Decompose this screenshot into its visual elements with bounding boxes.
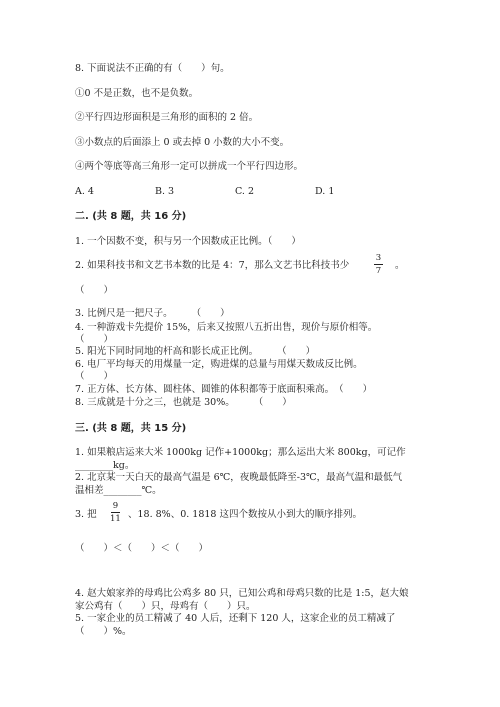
q8-option-d: D. 1 [315,186,335,197]
s3-q2-line2: 温相差________℃。 [75,485,162,496]
q8-stem: 8. 下面说法不正确的有（ ）句。 [75,63,230,74]
s3-q3-fraction-numerator: 9 [112,501,119,511]
q8-statement-4: ④两个等底等高三角形一定可以拼成一个平行四边形。 [75,161,304,172]
s3-q3-fraction [110,501,121,524]
s3-q5-line2: （ ）%。 [75,626,132,637]
q8-option-a: A. 4 [75,186,94,197]
q8-statement-3: ③小数点的后面添上 0 或去掉 0 小数的大小不变。 [75,137,290,148]
s2-q2-text: 2. 如果科技书和文艺书本数的比是 4：7，那么文艺书比科技书少 [75,260,350,271]
s3-q5-line1: 5. 一家企业的员工精减了 40 人后，还剩下 120 人，这家企业的员工精减了 [75,613,396,624]
s2-q8: 8. 三成就是十分之三，也就是 30%。 （ ） [75,397,292,408]
s2-q2-answer-paren: （ ） [75,285,114,296]
s3-q3-order-blanks: （ ）＜（ ）＜（ ） [75,543,209,554]
fraction-bar [374,264,383,265]
q8-option-c: C. 2 [235,186,255,197]
s2-q6-answer-paren: （ ） [75,371,114,382]
s3-q1-line1: 1. 如果粮店运来大米 1000kg 记作+1000kg；那么运出大米 800kg，可记作 [75,447,406,458]
s2-q4: 4. 一种游戏卡先提价 15%，后来又按照八五折出售，现价与原价相等。 [75,322,378,333]
s2-q2-fraction-numerator: 3 [375,253,382,263]
s3-q3-rest: 、18. 8%、0. 1818 这四个数按从小到大的顺序排列。 [128,509,362,520]
s2-q1: 1. 一个因数不变，积与另一个因数成正比例。（ ） [75,236,301,247]
s2-q6: 6. 电厂平均每天的用煤量一定，购进煤的总量与用煤天数成反比例。 [75,359,363,370]
s3-q4-line1: 4. 赵大娘家养的母鸡比公鸡多 80 只，已知公鸡和母鸡只数的比是 1:5，赵大娘 [75,588,409,599]
section-2-heading: 二. (共 8 题，共 16 分) [75,211,187,222]
fraction-bar [111,512,120,513]
s3-q3-fraction-denominator: 11 [110,514,121,524]
s2-q2-fraction-denominator: 7 [375,266,382,276]
s3-q3-start: 3. 把 [75,509,97,520]
s2-q3: 3. 比例尺是一把尺子。 （ ） [75,308,230,319]
s2-q7: 7. 正方体、长方体、圆柱体、圆锥的体积都等于底面积乘高。 （ ） [75,384,373,395]
s3-q2-line1: 2. 北京某一天白天的最高气温是 6℃，夜晚最低降至-3℃，最高气温和最低气 [75,472,403,483]
s2-q2-fraction [374,253,383,276]
section-3-heading: 三. (共 8 题，共 15 分) [75,423,187,434]
s3-q4-line2: 家公鸡有（ ）只，母鸡有（ ）只。 [75,601,256,612]
q8-statement-2: ②平行四边形面积是三角形的面积的 2 倍。 [75,112,259,123]
q8-statement-1: ①0 不是正数，也不是负数。 [75,88,199,99]
s3-q1-line2: ________kg。 [75,460,135,471]
s2-q2-end: 。 [395,260,405,271]
s2-q5: 5. 阳光下同时同地的杆高和影长成正比例。 （ ） [75,346,316,357]
q8-option-b: B. 3 [155,186,175,197]
s2-q4-answer-paren: （ ） [75,334,114,345]
